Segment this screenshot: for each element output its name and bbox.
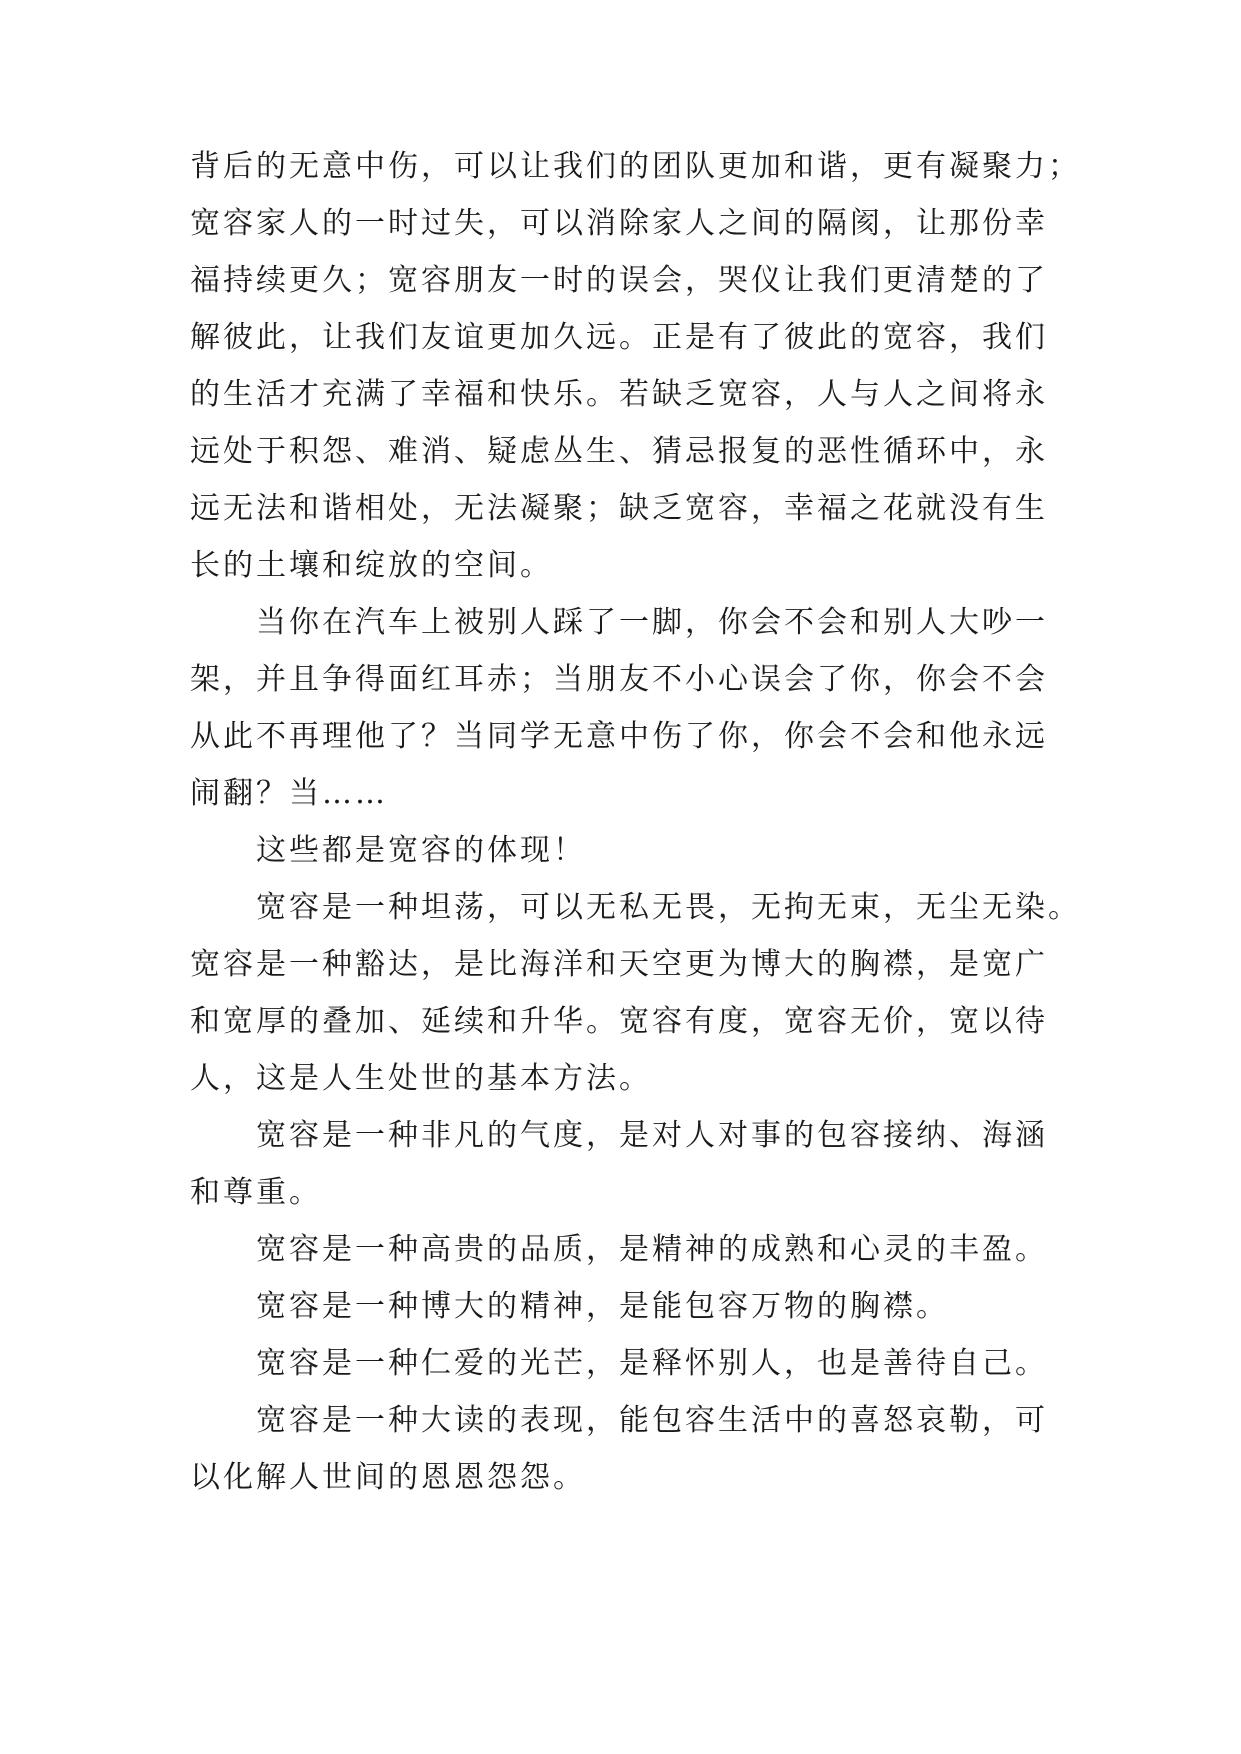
paragraph-start-line: 这些都是宽容的体现！ bbox=[256, 833, 586, 868]
text-line: 远无法和谐相处，无法凝聚；缺乏宽容，幸福之花就没有生 bbox=[190, 491, 1048, 526]
text-line: 闹翻？当…… bbox=[190, 776, 388, 811]
text-line: 宽容是一种豁达，是比海洋和天空更为博大的胸襟，是宽广 bbox=[190, 947, 1048, 982]
text-line: 背后的无意中伤，可以让我们的团队更加和谐，更有凝聚力； bbox=[190, 149, 1081, 184]
paragraph-start-line: 宽容是一种仁爱的光芒，是释怀别人，也是善待自己。 bbox=[256, 1346, 1048, 1381]
text-line: 的生活才充满了幸福和快乐。若缺乏宽容，人与人之间将永 bbox=[190, 377, 1048, 412]
paragraph-start-line: 当你在汽车上被别人踩了一脚，你会不会和别人大吵一 bbox=[256, 605, 1048, 640]
text-line: 宽容家人的一时过失，可以消除家人之间的隔阂，让那份幸 bbox=[190, 206, 1048, 241]
text-line: 人，这是人生处世的基本方法。 bbox=[190, 1061, 652, 1096]
text-line: 福持续更久；宽容朋友一时的误会，哭仪让我们更清楚的了 bbox=[190, 263, 1048, 298]
text-line: 以化解人世间的恩恩怨怨。 bbox=[190, 1460, 586, 1495]
paragraph-start-line: 宽容是一种非凡的气度，是对人对事的包容接纳、海涵 bbox=[256, 1118, 1048, 1153]
paragraph-start-line: 宽容是一种博大的精神，是能包容万物的胸襟。 bbox=[256, 1289, 949, 1324]
paragraph-start-line: 宽容是一种大读的表现，能包容生活中的喜怒哀勒，可 bbox=[256, 1403, 1048, 1438]
text-line: 解彼此，让我们友谊更加久远。正是有了彼此的宽容，我们 bbox=[190, 320, 1048, 355]
text-line: 远处于积怨、难消、疑虑丛生、猜忌报复的恶性循环中，永 bbox=[190, 434, 1048, 469]
text-line: 从此不再理他了？当同学无意中伤了你，你会不会和他永远 bbox=[190, 719, 1048, 754]
text-line: 架，并且争得面红耳赤；当朋友不小心误会了你，你会不会 bbox=[190, 662, 1048, 697]
paragraph-start-line: 宽容是一种高贵的品质，是精神的成熟和心灵的丰盈。 bbox=[256, 1232, 1048, 1267]
text-line: 和宽厚的叠加、延续和升华。宽容有度，宽容无价，宽以待 bbox=[190, 1004, 1048, 1039]
text-line: 长的土壤和绽放的空间。 bbox=[190, 548, 553, 583]
paragraph-start-line: 宽容是一种坦荡，可以无私无畏，无拘无束，无尘无染。 bbox=[256, 890, 1081, 925]
text-line: 和尊重。 bbox=[190, 1175, 322, 1210]
